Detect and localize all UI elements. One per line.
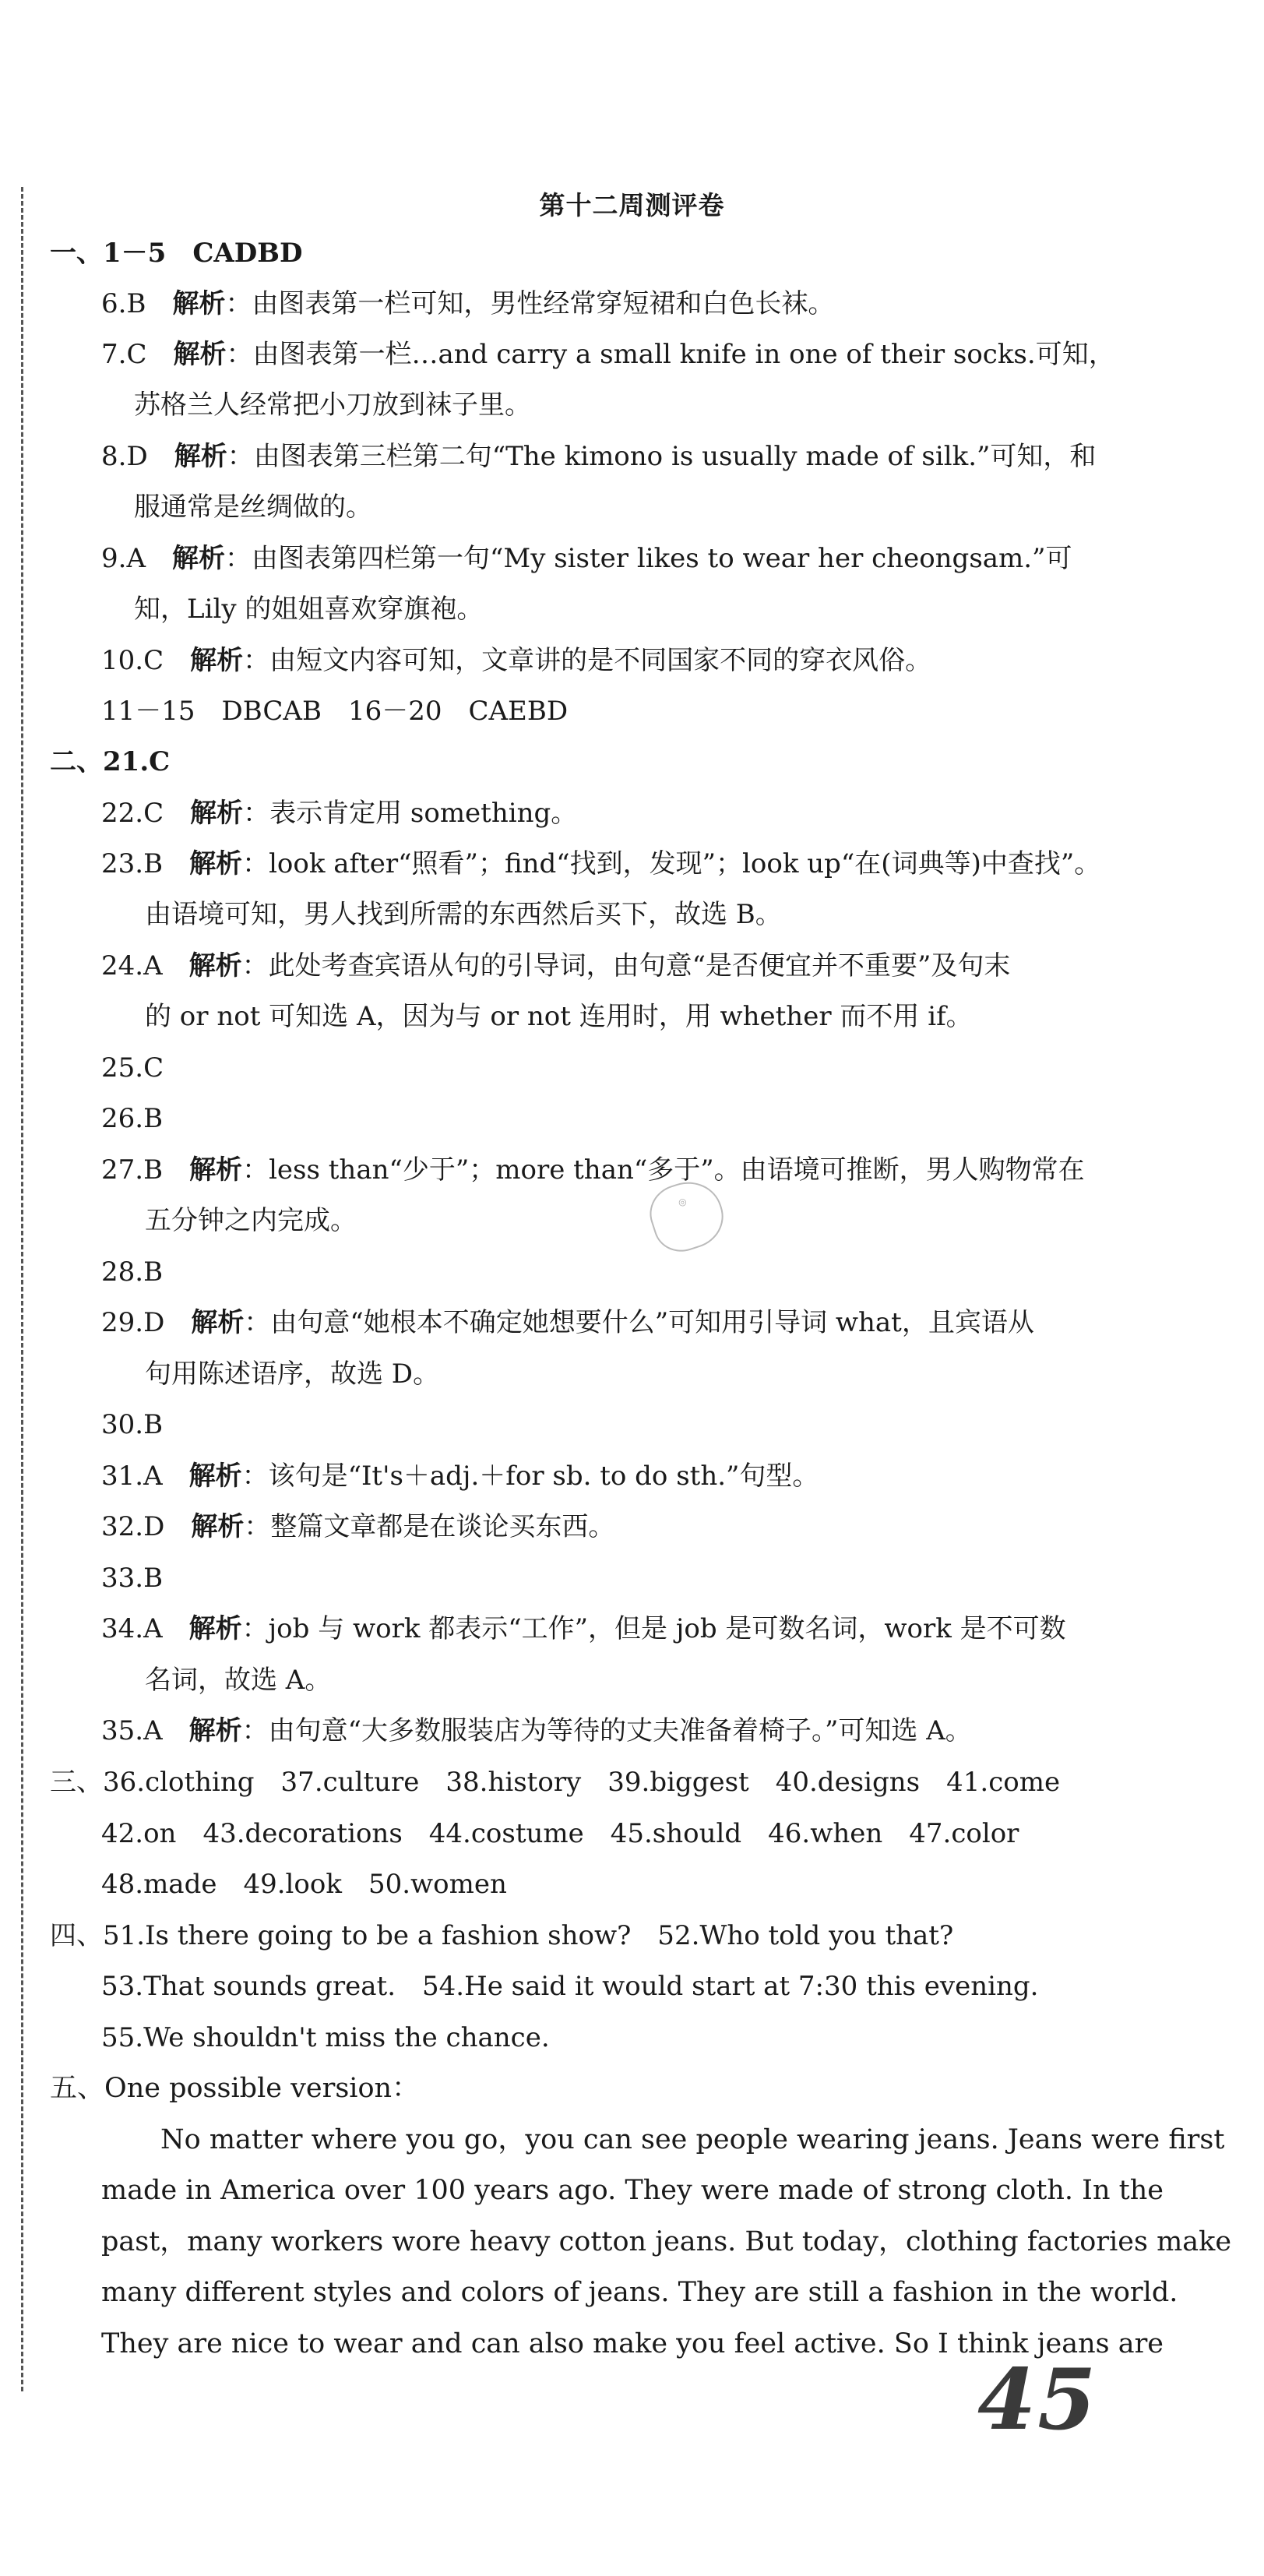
analysis-text: 表示肯定用 something。 [269, 798, 578, 829]
answer-row: 8.D 解析：由图表第三栏第二句“The kimono is usually made of silk.”可知，和 [101, 441, 1097, 472]
analysis-label: 解析 [189, 848, 243, 879]
section-4-line: 55.We shouldn't miss the chance. [101, 2022, 550, 2053]
analysis-label: 解析 [191, 1307, 245, 1338]
analysis-text: 由图表第三栏第二句“The kimono is usually made of silk.”可知，和 [253, 441, 1097, 472]
question-number: 22.C [101, 798, 164, 829]
continuation-line: 名词，故选 A。 [145, 1665, 332, 1696]
analysis-text: 由图表第一栏…and carry a small knife in one of their socks.可知， [252, 339, 1115, 370]
question-number: 24.A [101, 950, 163, 981]
binding-dashed-line [21, 187, 23, 2391]
section-1-heading: 一、1－5 CADBD [50, 238, 303, 269]
answer-row: 29.D 解析：由句意“她根本不确定她想要什么”可知用引导词 what，且宾语从 [101, 1307, 1034, 1338]
analysis-label: 解析 [173, 339, 227, 370]
essay-line: many different styles and colors of jeans. They are still a fashion in the world. [101, 2277, 1178, 2308]
answer-row: 31.A 解析：该句是“It's＋adj.＋for sb. to do sth.”句型。 [101, 1461, 819, 1492]
section-5-heading: 五、One possible version： [50, 2073, 420, 2104]
continuation-line: 知，Lily 的姐姐喜欢穿旗袍。 [134, 594, 484, 625]
section-2-heading: 二、21.C [50, 746, 171, 777]
answer-row: 11－15 DBCAB 16－20 CAEBD [101, 696, 569, 727]
continuation-line: 句用陈述语序，故选 D。 [145, 1358, 440, 1390]
analysis-label: 解析 [188, 1461, 242, 1492]
analysis-label: 解析 [172, 543, 225, 574]
question-number: 29.D [101, 1307, 165, 1338]
answer-row: 28.B [101, 1256, 164, 1288]
section-3-line: 三、36.clothing 37.culture 38.history 39.biggest 40.designs 41.come [50, 1767, 1061, 1798]
answer-row: 23.B 解析：look after“照看”；find“找到，发现”；look up“在(词典等)中查找”。 [101, 848, 1101, 879]
answer-row: 6.B 解析：由图表第一栏可知，男性经常穿短裙和白色长袜。 [101, 288, 835, 319]
question-number: 35.A [101, 1715, 163, 1746]
answer-row: 32.D 解析：整篇文章都是在谈论买东西。 [101, 1511, 615, 1542]
question-number: 7.C [101, 339, 147, 370]
analysis-label: 解析 [191, 1511, 245, 1542]
page-number: 45 [977, 2351, 1098, 2449]
answer-row: 30.B [101, 1409, 164, 1440]
answer-row: 22.C 解析：表示肯定用 something。 [101, 798, 578, 829]
analysis-label: 解析 [189, 1154, 243, 1186]
continuation-line: 由语境可知，男人找到所需的东西然后买下，故选 B。 [145, 899, 782, 930]
essay-line: They are nice to wear and can also make you feel active. So I think jeans are [101, 2328, 1164, 2359]
essay-line: made in America over 100 years ago. They were made of strong cloth. In the [101, 2175, 1164, 2206]
answer-row: 26.B [101, 1103, 164, 1134]
question-number: 31.A [101, 1461, 163, 1492]
answer-row: 7.C 解析：由图表第一栏…and carry a small knife in one of their socks.可知， [101, 339, 1115, 370]
analysis-text: 该句是“It's＋adj.＋for sb. to do sth.”句型。 [268, 1461, 819, 1492]
answer-row: 34.A 解析：job 与 work 都表示“工作”，但是 job 是可数名词，work 是不可数 [101, 1613, 1066, 1644]
question-number: 8.D [101, 441, 148, 472]
analysis-text: less than“少于”；more than“多于”。由语境可推断，男人购物常在 [269, 1154, 1085, 1186]
analysis-label: 解析 [188, 1613, 242, 1644]
analysis-text: 由图表第一栏可知，男性经常穿短裙和白色长袜。 [252, 288, 835, 319]
analysis-text: 由句意“她根本不确定她想要什么”可知用引导词 what，且宾语从 [270, 1307, 1034, 1338]
watermark-stamp: ◎ [643, 1173, 731, 1259]
question-number: 6.B [101, 288, 146, 319]
question-number: 32.D [101, 1511, 165, 1542]
analysis-label: 解析 [174, 441, 227, 472]
question-number: 10.C [101, 645, 164, 676]
answer-row: 33.B [101, 1563, 164, 1594]
question-number: 9.A [101, 543, 146, 574]
answer-row: 35.A 解析：由句意“大多数服装店为等待的丈夫准备着椅子。”可知选 A。 [101, 1715, 972, 1746]
analysis-label: 解析 [188, 950, 242, 981]
answer-row: 9.A 解析：由图表第四栏第一句“My sister likes to wear her cheongsam.”可 [101, 543, 1072, 574]
question-number: 34.A [101, 1613, 163, 1644]
section-3-line: 48.made 49.look 50.women [101, 1869, 507, 1900]
analysis-text: 由图表第四栏第一句“My sister likes to wear her cheongsam.”可 [252, 543, 1072, 574]
page-title: 第十二周测评卷 [539, 190, 725, 220]
analysis-label: 解析 [190, 798, 244, 829]
continuation-line: 的 or not 可知选 A，因为与 or not 连用时，用 whether 而不用 if。 [145, 1001, 973, 1032]
analysis-text: 整篇文章都是在谈论买东西。 [270, 1511, 615, 1542]
section-4-line: 53.That sounds great. 54.He said it would start at 7:30 this evening. [101, 1971, 1039, 2002]
answer-row: 25.C [101, 1052, 164, 1084]
analysis-label: 解析 [190, 645, 244, 676]
continuation-line: 服通常是丝绸做的。 [134, 492, 372, 523]
analysis-text: 此处考查宾语从句的引导词，由句意“是否便宜并不重要”及句末 [268, 950, 1011, 981]
question-number: 23.B [101, 848, 164, 879]
answer-row: 27.B 解析：less than“少于”；more than“多于”。由语境可推断，男人购物常在 [101, 1154, 1085, 1186]
question-number: 27.B [101, 1154, 164, 1186]
analysis-text: look after“照看”；find“找到，发现”；look up“在(词典等)中查找”。 [269, 848, 1101, 879]
analysis-text: 由句意“大多数服装店为等待的丈夫准备着椅子。”可知选 A。 [268, 1715, 972, 1746]
analysis-text: job 与 work 都表示“工作”，但是 job 是可数名词，work 是不可数 [268, 1613, 1066, 1644]
essay-line: No matter where you go，you can see people wearing jeans. Jeans were first [160, 2124, 1225, 2155]
continuation-line: 五分钟之内完成。 [145, 1205, 357, 1236]
analysis-text: 由短文内容可知，文章讲的是不同国家不同的穿衣风俗。 [269, 645, 932, 676]
analysis-label: 解析 [172, 288, 226, 319]
answer-row: 10.C 解析：由短文内容可知，文章讲的是不同国家不同的穿衣风俗。 [101, 645, 932, 676]
analysis-label: 解析 [188, 1715, 242, 1746]
section-3-line: 42.on 43.decorations 44.costume 45.should 46.when 47.color [101, 1818, 1019, 1849]
continuation-line: 苏格兰人经常把小刀放到袜子里。 [134, 389, 531, 421]
essay-line: past，many workers wore heavy cotton jeans. But today，clothing factories make [101, 2226, 1232, 2257]
answer-row: 24.A 解析：此处考查宾语从句的引导词，由句意“是否便宜并不重要”及句末 [101, 950, 1011, 981]
section-4-line: 四、51.Is there going to be a fashion show? 52.Who told you that? [50, 1920, 954, 1951]
